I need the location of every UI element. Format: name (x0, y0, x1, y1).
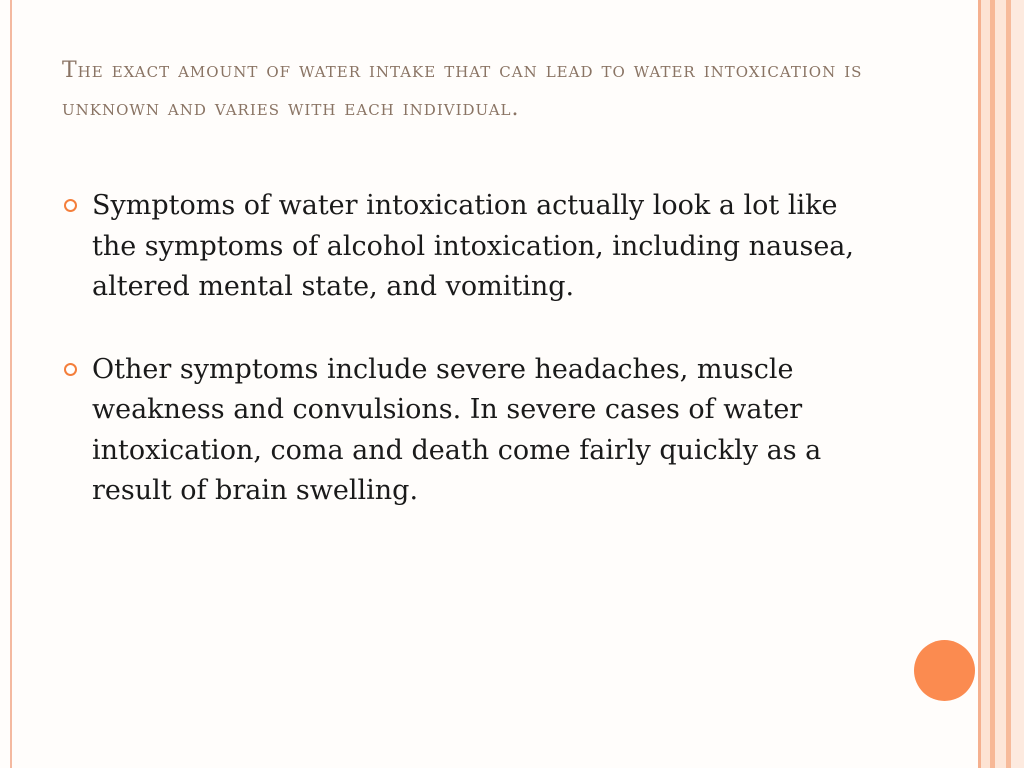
border-stripe (981, 0, 990, 768)
bullet-item (62, 350, 882, 512)
bullet-list (62, 186, 882, 554)
right-border-stripes (978, 0, 1024, 768)
bullet-text: Other symptoms include severe headaches, muscle weakness and convulsions. In severe cases of water intoxication, coma and death come fairly quickly as a result of brain swelling. (92, 353, 822, 506)
decorative-orange-circle (914, 640, 975, 701)
slide-title: The exact amount of water intake that can lead to water intoxication is unknown and varies with each individual. (62, 58, 863, 121)
bullet-text: Symptoms of water intoxication actually look a lot like the symptoms of alcohol intoxication, including nausea, altered mental state, and vomiting. (92, 190, 854, 302)
hollow-circle-bullet-icon (64, 363, 77, 376)
border-stripe (1011, 0, 1024, 768)
left-border-line (10, 0, 12, 768)
bullet-item (62, 186, 882, 308)
border-stripe (995, 0, 1006, 768)
hollow-circle-bullet-icon (64, 199, 77, 212)
